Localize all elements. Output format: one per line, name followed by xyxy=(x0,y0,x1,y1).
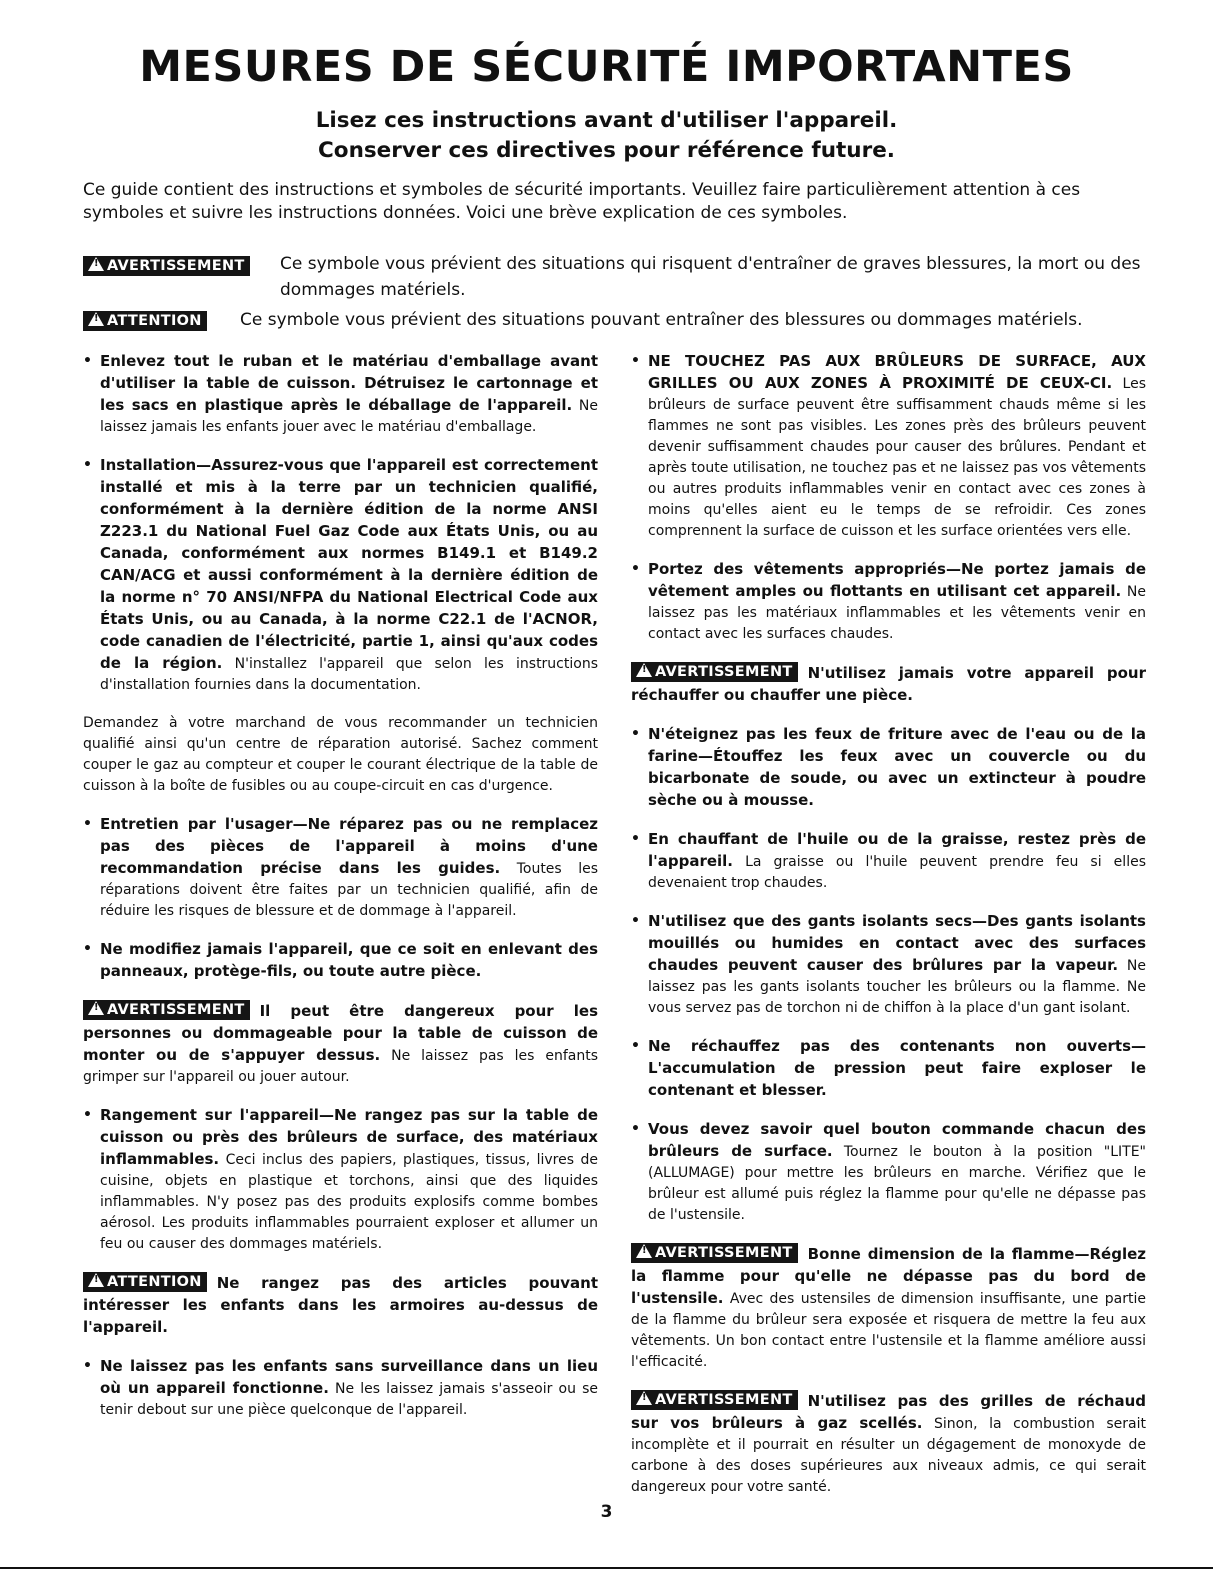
right-column xyxy=(631,351,1146,1515)
caution-badge: !ATTENTION xyxy=(83,311,207,331)
bullet-oil: • En chauffant de l'huile ou de la graisse, restez près de l'appareil. La graisse ou l'huile peuvent prendre feu si elles devenaient trop chaudes. xyxy=(631,830,1146,891)
bottom-rule xyxy=(0,1567,1213,1569)
bullet-children: • Ne laissez pas les enfants sans surveillance dans un lieu où un appareil fonctionne. Ne les laissez jamais s'asseoir ou se tenir debout sur une pièce quelconque de l'appareil. xyxy=(83,1357,598,1418)
warning-triangle-icon xyxy=(636,1244,652,1258)
intro-text: Ce guide contient des instructions et symboles de sécurité importants. Veuillez faire particulièrement attention à ces symboles et suivre les instructions données. Voici une brève explication de ces symboles. xyxy=(83,180,1081,223)
warning-flame-size: !AVERTISSEMENT Bonne dimension de la flamme—Réglez la flamme pour qu'elle ne dépasse pas du bord de l'ustensile. Avec des ustensiles de dimension insuffisante, une partie de la flamme du brûleur sera exposée et risquera de mettre la feu aux vêtements. Un bon contact entre l'ustensile et la flamme améliore aussi l'efficacité. xyxy=(631,1243,1146,1373)
bullet-installation: • Installation—Assurez-vous que l'appareil est correctement installé et mis à la terre par un technicien qualifié, conformément à la dernière édition de la norme ANSI Z223.1 du National Fuel Gaz Code aux États Unis, ou au Canada, conformément aux normes B149.1 et B149.2 CAN/ACG et aussi conformément à la dernière édition de la norme n° 70 ANSI/NFPA du National Electrical Code aux États Unis, ou au Canada, à la norme C22.1 de l'ACNOR, code canadien de l'électricité, partie 1, ainsi qu'aux codes de la région. N'installez l'appareil que selon les instructions d'installation fournies dans la documentation. xyxy=(83,456,598,693)
bullet-never-modify: • Ne modifiez jamais l'appareil, que ce soit en enlevant des panneaux, protège-fils, ou toute autre pièce. xyxy=(83,940,598,980)
warning-triangle-icon xyxy=(88,257,104,271)
warning-climbing: !AVERTISSEMENT Il peut être dangereux pour les personnes ou dommageable pour la table de cuisson de monter ou de s'appuyer dessus. Ne laissez pas les enfants grimper sur l'appareil ou jouer autour. xyxy=(83,1000,598,1088)
bullet-containers: • Ne réchauffez pas des contenants non ouverts—L'accumulation de pression peut faire exploser le contenant et blesser. xyxy=(631,1037,1146,1099)
bullet-potholders: • N'utilisez que des gants isolants secs—Des gants isolants mouillés ou humides en contact avec des surfaces chaudes peuvent causer des brûlures par la vapeur. Ne laissez pas les gants isolants toucher les brûleurs ou la flamme. Ne vous servez pas de torchon ni de chiffon à la place d'un gant isolant. xyxy=(631,912,1146,1016)
warning-heating: !AVERTISSEMENT N'utilisez jamais votre appareil pour réchauffer ou chauffer une pièce. xyxy=(631,662,1146,707)
caution-cabinets: !ATTENTION Ne rangez pas des articles pouvant intéresser les enfants dans les armoires au-dessus de l'appareil. xyxy=(83,1272,598,1339)
bullet-user-service: • Entretien par l'usager—Ne réparez pas ou ne remplacez pas des pièces de l'appareil à moins d'une recommandation précise dans les guides. Toutes les réparations doivent être faites par un technicien qualifié, afin de réduire les risques de blessure et de dommage à l'appareil. xyxy=(83,815,598,919)
caution-triangle-icon xyxy=(88,1273,104,1287)
para-technician: Demandez à votre marchand de vous recommander un technicien qualifié ainsi qu'un centre de réparation autorisé. Sachez comment couper le gaz au compteur et couper le courant électrique de la table de cuisson à la boîte de fusibles ou au coupe-circuit en cas d'urgence. xyxy=(83,715,598,794)
bullet-knobs: • Vous devez savoir quel bouton commande chacun des brûleurs de surface. Tournez le bouton à la position "LITE" (ALLUMAGE) pour mettre les brûleurs en marche. Vérifiez que le brûleur est allumé puis réglez la flamme pour qu'elle ne dépasse pas de l'ustensile. xyxy=(631,1120,1146,1223)
warning-badge: !AVERTISSEMENT xyxy=(631,1243,798,1263)
warning-badge: !AVERTISSEMENT xyxy=(83,256,250,276)
warning-triangle-icon xyxy=(636,1391,652,1405)
symbol-warning-text: Ce symbole vous prévient des situations qui risquent d'entraîner de graves blessures, la mort ou des dommages matériels. xyxy=(280,254,1141,300)
warning-badge: !AVERTISSEMENT xyxy=(631,1390,798,1410)
bullet-storage: • Rangement sur l'appareil—Ne rangez pas sur la table de cuisson ou près des brûleurs de surface, des matériaux inflammables. Ceci inclus des papiers, plastiques, tissus, livres de cuisine, objets en plastique et torchons, ainsi que des liquides inflammables. N'y posez pas des produits explosifs comme bombes aérosol. Les produits inflammables pourraient exploser et allumer un feu ou causer des dommages matériels. xyxy=(83,1106,598,1252)
symbol-caution-row xyxy=(83,307,1145,333)
page-title: MESURES DE SÉCURITÉ IMPORTANTES xyxy=(139,42,1074,92)
bullet-clothing: • Portez des vêtements appropriés—Ne portez jamais de vêtement amples ou flottants en utilisant cet appareil. Ne laissez pas les matériaux inflammables et les vêtements venir en contact avec les surfaces chaudes. xyxy=(631,560,1146,642)
caution-triangle-icon xyxy=(88,312,104,326)
warning-triangle-icon xyxy=(88,1001,104,1015)
subtitle-read-instructions: Lisez ces instructions avant d'utiliser l'appareil. xyxy=(315,108,898,133)
warning-triangle-icon xyxy=(636,663,652,677)
bullet-grease-fires: • N'éteignez pas les feux de friture avec de l'eau ou de la farine—Étouffez les feux avec un couvercle ou du bicarbonate de soude, ou avec un extincteur à poudre sèche ou à mousse. xyxy=(631,725,1146,809)
warning-badge: !AVERTISSEMENT xyxy=(83,1000,250,1020)
warning-badge: !AVERTISSEMENT xyxy=(631,662,798,682)
page-number: 3 xyxy=(600,1502,613,1522)
bullet-packaging: • Enlevez tout le ruban et le matériau d'emballage avant d'utiliser la table de cuisson. Détruisez le cartonnage et les sacs en plastique après le déballage de l'appareil. Ne laissez jamais les enfants jouer avec le matériau d'emballage. xyxy=(83,352,598,435)
subtitle-keep-instructions: Conserver ces directives pour référence future. xyxy=(318,138,895,163)
caution-badge: !ATTENTION xyxy=(83,1272,207,1292)
warning-sealed-burners: !AVERTISSEMENT N'utilisez pas des grilles de réchaud sur vos brûleurs à gaz scellés. Sinon, la combustion serait incomplète et il pourrait en résulter un dégagement de monoxyde de carbone à des doses supérieures aux niveaux admis, ce qui serait dangereux pour votre santé. xyxy=(631,1390,1146,1498)
symbol-warning-row xyxy=(83,251,1145,303)
left-column xyxy=(83,351,598,1438)
symbol-caution-text: Ce symbole vous prévient des situations pouvant entraîner des blessures ou dommages matériels. xyxy=(240,310,1083,330)
bullet-burners: • NE TOUCHEZ PAS AUX BRÛLEURS DE SURFACE, AUX GRILLES OU AUX ZONES À PROXIMITÉ DE CEUX-CI. Les brûleurs de surface peuvent être suffisamment chauds même si les flammes ne sont pas visibles. Les zones près des brûleurs peuvent devenir suffisamment chaudes pour causer des brûlures. Pendant et après toute utilisation, ne touchez pas et ne laissez pas vos vêtements ou autres produits inflammables venir en contact avec ces zones à moins qu'elles aient eu le temps de se refroidir. Ces zones comprennent la surface de cuisson et les surface orientées vers elle. xyxy=(631,352,1146,539)
